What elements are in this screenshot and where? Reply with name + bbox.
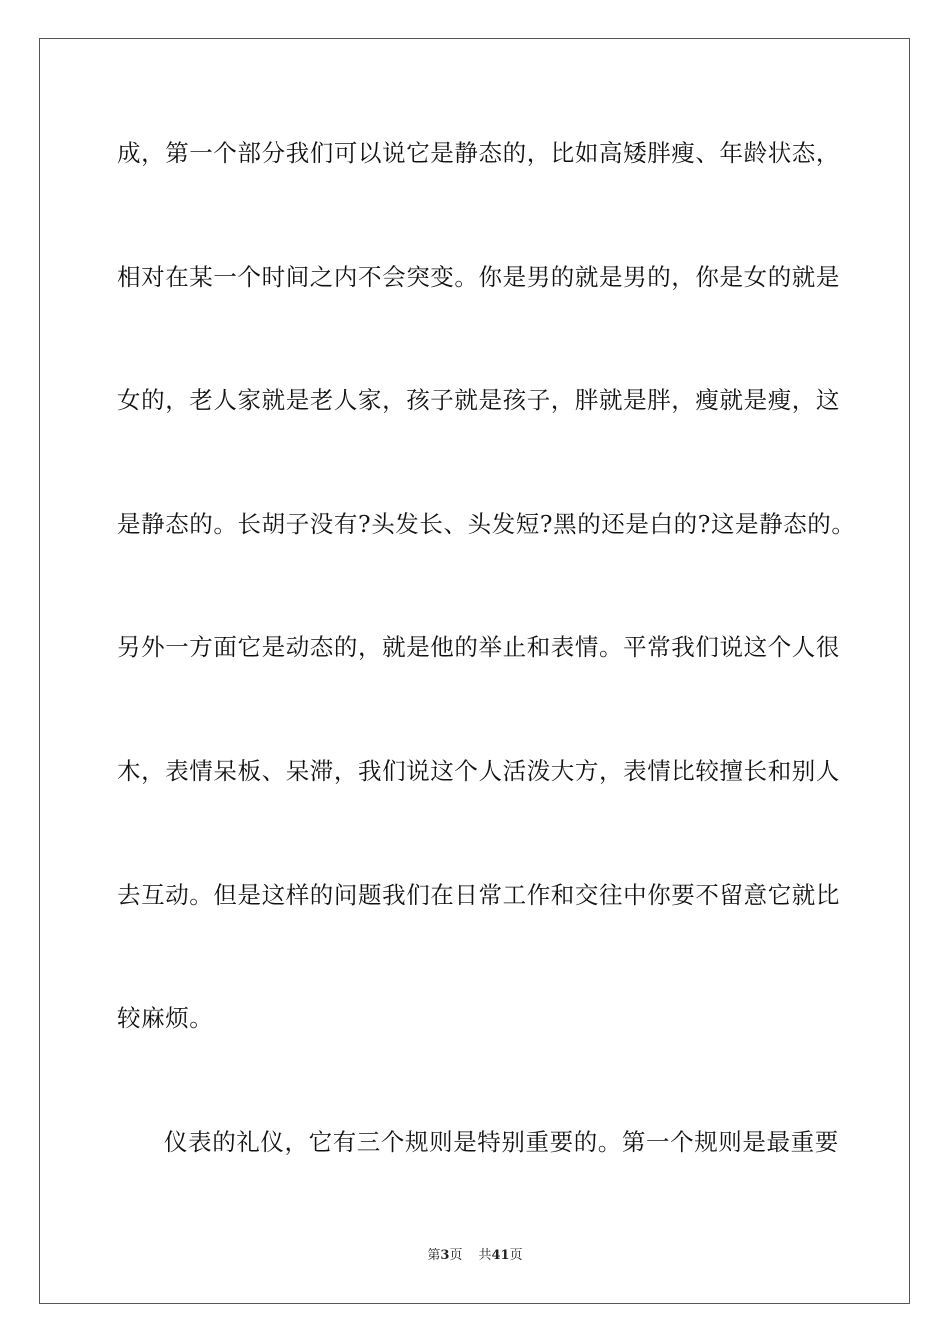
body-text-line: 较麻烦。: [117, 1004, 214, 1032]
body-text-line: 成，第一个部分我们可以说它是静态的，比如高矮胖瘦、年龄状态，: [117, 139, 840, 167]
page-footer: [0, 1247, 950, 1265]
body-text-line: 相对在某一个时间之内不会突变。你是男的就是男的，你是女的就是: [117, 263, 840, 291]
paragraph-first-line: 仪表的礼仪，它有三个规则是特别重要的。第一个规则是最重要: [164, 1128, 839, 1156]
total-label-prefix: 共: [478, 1248, 492, 1263]
body-text-line: 去互动。但是这样的问题我们在日常工作和交往中你要不留意它就比: [117, 881, 840, 909]
body-text-line: 女的，老人家就是老人家，孩子就是孩子，胖就是胖，瘦就是瘦，这: [117, 386, 840, 414]
total-pages-number: 41: [491, 1248, 510, 1263]
body-text-line: 是静态的。长胡子没有?头发长、头发短?黑的还是白的?这是静态的。: [117, 510, 856, 538]
page-border: [39, 38, 910, 1304]
body-text-line: 木，表情呆板、呆滞，我们说这个人活泼大方，表情比较擅长和别人: [117, 757, 840, 785]
current-page-number: 3: [440, 1248, 450, 1263]
page-label-suffix: 页: [449, 1248, 463, 1263]
body-text-line: 另外一方面它是动态的，就是他的举止和表情。平常我们说这个人很: [117, 633, 840, 661]
total-label-suffix: 页: [509, 1248, 523, 1263]
page-label-prefix: 第: [427, 1248, 441, 1263]
